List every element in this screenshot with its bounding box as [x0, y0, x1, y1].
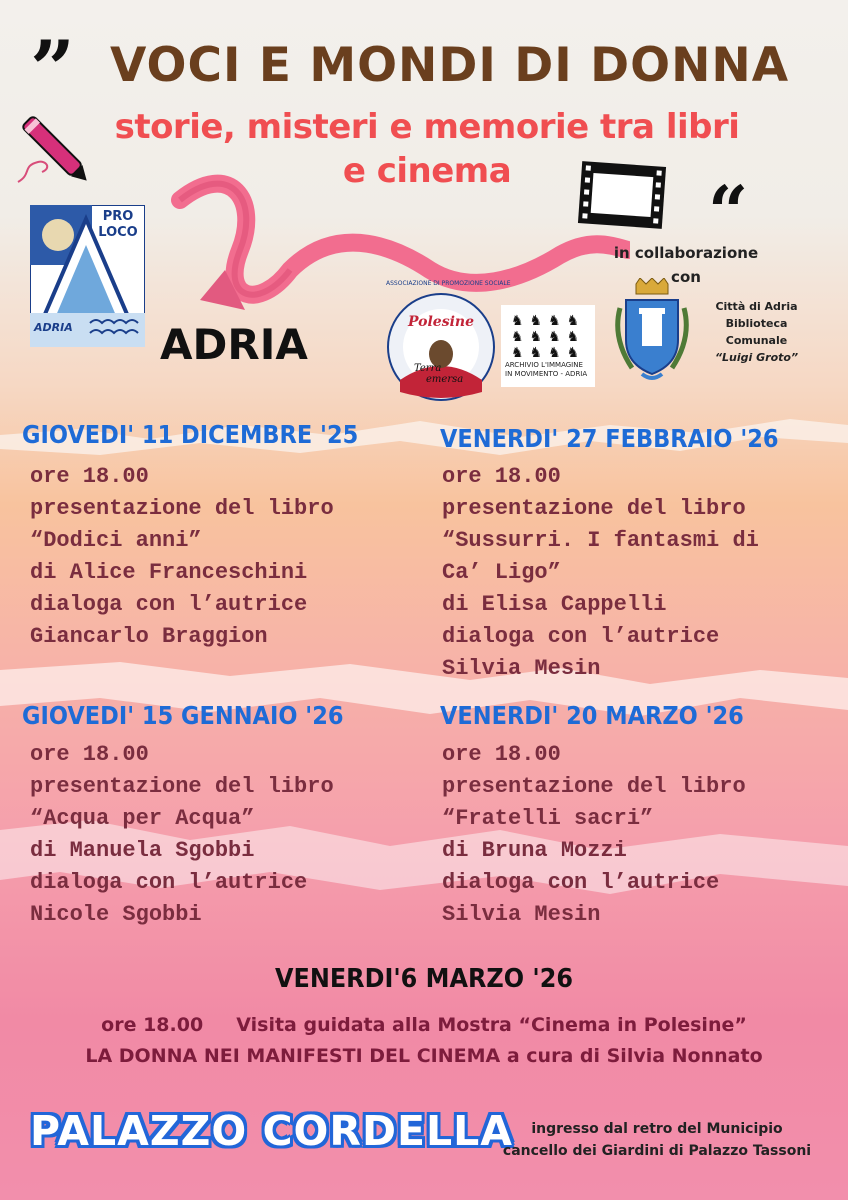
polesine-sub-2: emersa: [426, 373, 464, 385]
polesine-name: Polesine: [407, 314, 474, 330]
event-line: presentazione del libro: [30, 496, 334, 521]
event-line: dialoga con l’autrice: [442, 870, 720, 895]
event-line: ore 18.00: [442, 464, 561, 489]
archivio-logo: [501, 305, 595, 387]
event-2-date: VENERDI' 27 FEBBRAIO '26: [440, 424, 779, 453]
entrance-line-2: cancello dei Giardini di Palazzo Tassoni: [502, 1143, 812, 1160]
city-crest-icon: [612, 278, 692, 384]
collab-line-1: in collaborazione: [613, 244, 759, 262]
polesine-logo: [386, 280, 511, 402]
event-line: “Fratelli sacri”: [442, 806, 654, 831]
event-2-details: [442, 461, 759, 685]
event-line: di Elisa Cappelli: [442, 592, 667, 617]
city-line-1: Città di Adria: [715, 300, 798, 313]
collab-line-2: con: [671, 268, 701, 286]
event-line: presentazione del libro: [442, 774, 746, 799]
archivio-line-2: IN MOVIMENTO - ADRIA: [505, 370, 588, 379]
event-1-details: [30, 461, 334, 653]
special-event-line-1: ore 18.00 Visita guidata alla Mostra “Cinema in Polesine”: [101, 1014, 747, 1036]
event-line: di Manuela Sgobbi: [30, 838, 255, 863]
event-line: dialoga con l’autrice: [442, 624, 720, 649]
proloco-line-2: LOCO: [98, 225, 138, 241]
venue-name: PALAZZO CORDELLA: [30, 1107, 513, 1155]
proloco-line-1: PRO: [102, 209, 134, 224]
event-line: Silvia Mesin: [442, 902, 601, 927]
event-line: di Bruna Mozzi: [442, 838, 627, 863]
event-line: “Dodici anni”: [30, 528, 202, 553]
proloco-small-label: ADRIA: [34, 321, 73, 334]
special-event-date: VENERDI'6 MARZO '26: [274, 964, 574, 994]
proloco-logo: [30, 205, 145, 347]
quote-open-icon: ”: [30, 24, 75, 115]
event-line: presentazione del libro: [30, 774, 334, 799]
event-line: “Acqua per Acqua”: [30, 806, 255, 831]
archivio-line-1: ARCHIVIO L'IMMAGINE: [505, 361, 583, 369]
event-3-date: GIOVEDI' 15 GENNAIO '26: [22, 701, 344, 730]
film-strip-icon: [576, 158, 668, 232]
event-line: Silvia Mesin: [442, 656, 601, 681]
polesine-sub-1: Terra: [414, 363, 442, 374]
event-4-details: [442, 739, 746, 931]
page-title: VOCI E MONDI DI DONNA: [110, 38, 790, 93]
event-line: ore 18.00: [442, 742, 561, 767]
subtitle-line-1: storie, misteri e memorie tra libri: [114, 107, 740, 147]
city-line-3: “Luigi Groto”: [714, 351, 799, 365]
entrance-line-1: ingresso dal retro del Municipio: [531, 1121, 783, 1137]
event-line: Nicole Sgobbi: [30, 902, 202, 927]
event-line: presentazione del libro: [442, 496, 746, 521]
event-4-date: VENERDI' 20 MARZO '26: [440, 701, 744, 730]
event-line: dialoga con l’autrice: [30, 870, 308, 895]
event-line: dialoga con l’autrice: [30, 592, 308, 617]
quote-close-icon: “: [708, 170, 749, 253]
city-label: [694, 298, 819, 366]
event-line: di Alice Franceschini: [30, 560, 308, 585]
special-event-line-2: LA DONNA NEI MANIFESTI DEL CINEMA a cura di Silvia Nonnato: [85, 1045, 763, 1067]
subtitle-line-2: e cinema: [342, 150, 512, 191]
city-line-2: Biblioteca Comunale: [725, 317, 788, 348]
entrance-info: [482, 1118, 832, 1163]
page-subtitle: [82, 106, 772, 193]
adria-label: ADRIA: [160, 320, 308, 369]
event-line: ore 18.00: [30, 742, 149, 767]
polesine-ring-text: ASSOCIAZIONE DI PROMOZIONE SOCIALE: [386, 280, 511, 287]
horses-icon: ♞♞♞♞ ♞♞♞♞ ♞♞♞♞: [511, 313, 586, 361]
event-1-date: GIOVEDI' 11 DICEMBRE '25: [22, 420, 359, 449]
event-line: “Sussurri. I fantasmi di: [442, 528, 759, 553]
event-line: Ca’ Ligo”: [442, 560, 561, 585]
event-3-details: [30, 739, 334, 931]
event-line: ore 18.00: [30, 464, 149, 489]
event-line: Giancarlo Braggion: [30, 624, 268, 649]
